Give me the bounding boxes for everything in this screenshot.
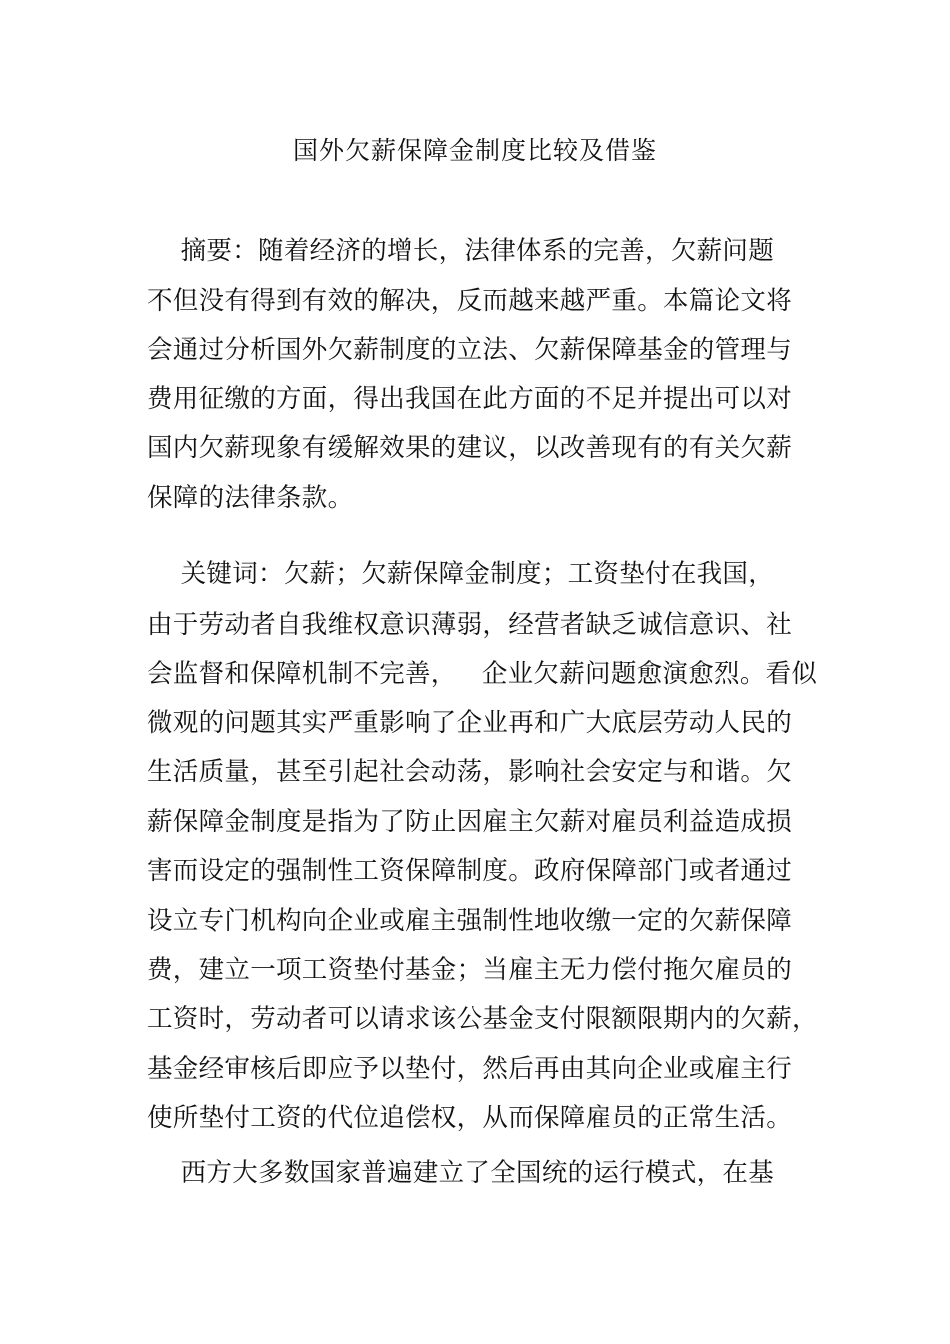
abstract-line: 会通过分析国外欠薪制度的立法、欠薪保障基金的管理与 [147, 335, 793, 365]
abstract-line: 摘要：随着经济的增长，法律体系的完善，欠薪问题 [147, 236, 775, 266]
abstract-line: 费用征缴的方面，得出我国在此方面的不足并提出可以对 [147, 384, 793, 414]
body-line: 工资时，劳动者可以请求该公基金支付限额限期内的欠薪， [147, 1004, 818, 1034]
body-line: 生活质量，甚至引起社会动荡，影响社会安定与和谐。欠 [147, 757, 793, 787]
body-line: 害而设定的强制性工资保障制度。政府保障部门或者通过 [147, 856, 793, 886]
body-line: 会监督和保障机制不完善， 企业欠薪问题愈演愈烈。看似 [147, 659, 818, 689]
abstract-line: 国内欠薪现象有缓解效果的建议，以改善现有的有关欠薪 [147, 433, 793, 463]
body-line: 薪保障金制度是指为了防止因雇主欠薪对雇员利益造成损 [147, 807, 793, 837]
body-line: 设立专门机构向企业或雇主强制性地收缴一定的欠薪保障 [147, 906, 793, 936]
abstract-line: 保障的法律条款。 [147, 483, 354, 513]
body-line: 由于劳动者自我维权意识薄弱，经营者缺乏诚信意识、社 [147, 610, 793, 640]
body-line: 西方大多数国家普遍建立了全国统的运行模式，在基 [147, 1158, 775, 1188]
abstract-line: 不但没有得到有效的解决，反而越来越严重。本篇论文将 [147, 286, 793, 316]
page-title: 国外欠薪保障金制度比较及借鉴 [292, 136, 657, 165]
keywords-line: 关键词：欠薪；欠薪保障金制度；工资垫付在我国， [147, 559, 775, 589]
body-line: 使所垫付工资的代位追偿权，从而保障雇员的正常生活。 [147, 1103, 793, 1133]
body-line: 费，建立一项工资垫付基金；当雇主无力偿付拖欠雇员的 [147, 955, 793, 985]
body-line: 基金经审核后即应予以垫付，然后再由其向企业或雇主行 [147, 1054, 793, 1084]
body-line: 微观的问题其实严重影响了企业再和广大底层劳动人民的 [147, 708, 793, 738]
